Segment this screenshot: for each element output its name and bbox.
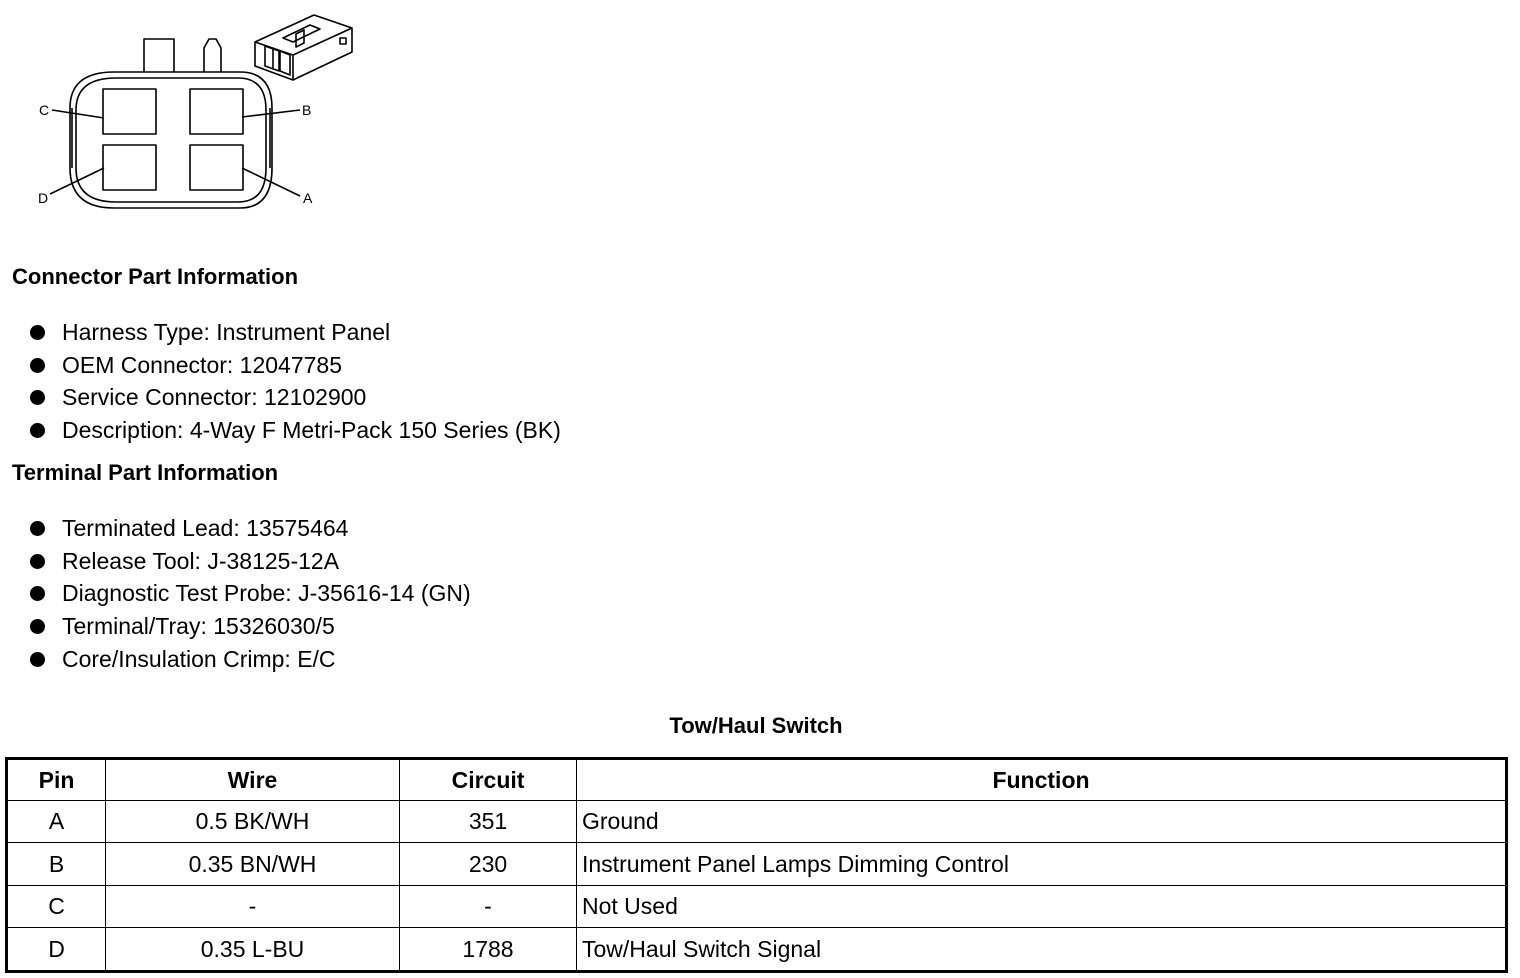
- bullet-icon: [30, 390, 45, 405]
- circuit-cell: 1788: [400, 928, 577, 972]
- bullet-icon: [30, 652, 45, 667]
- table-row: [7, 885, 1507, 927]
- connector-isometric-view: [255, 15, 352, 80]
- table-row: [7, 843, 1507, 885]
- pin-cell: A: [7, 801, 106, 843]
- table-header-row: [7, 759, 1507, 801]
- circuit-cell: 230: [400, 843, 577, 885]
- pin-table: [5, 757, 1508, 973]
- bullet-icon: [30, 619, 45, 634]
- bullet-icon: [30, 586, 45, 601]
- bullet-icon: [30, 423, 45, 438]
- pin-label-d: D: [38, 190, 49, 206]
- column-header-pin: Pin: [7, 759, 106, 801]
- pin-label-c: C: [39, 102, 50, 118]
- circuit-cell: 351: [400, 801, 577, 843]
- connector-info-heading: Connector Part Information: [12, 264, 299, 289]
- column-header-circuit: Circuit: [400, 759, 577, 801]
- wire-cell: 0.5 BK/WH: [106, 801, 400, 843]
- connector-info-item: Harness Type: Instrument Panel: [26, 316, 561, 349]
- pin-table-title: Tow/Haul Switch: [669, 713, 843, 738]
- connector-info-item: Service Connector: 12102900: [26, 381, 561, 414]
- table-row: [7, 801, 1507, 843]
- terminal-info-item: Release Tool: J-38125-12A: [26, 545, 471, 578]
- connector-info-item: OEM Connector: 12047785: [26, 349, 561, 382]
- terminal-info-item: Terminal/Tray: 15326030/5: [26, 610, 471, 643]
- pin-cell: C: [7, 885, 106, 927]
- pin-cell: B: [7, 843, 106, 885]
- pin-label-a: A: [303, 190, 313, 206]
- table-row: [7, 928, 1507, 972]
- terminal-info-item: Core/Insulation Crimp: E/C: [26, 643, 471, 676]
- wire-cell: 0.35 BN/WH: [106, 843, 400, 885]
- bullet-icon: [30, 521, 45, 536]
- terminal-info-heading: Terminal Part Information: [12, 460, 279, 485]
- pin-label-b: B: [302, 102, 312, 118]
- column-header-function: Function: [577, 759, 1507, 801]
- connector-diagram: [28, 8, 368, 216]
- wire-cell: 0.35 L-BU: [106, 928, 400, 972]
- connector-info-item: Description: 4-Way F Metri-Pack 150 Series (BK): [26, 414, 561, 447]
- wire-cell: -: [106, 885, 400, 927]
- connector-lock-tab: [144, 39, 174, 73]
- function-cell: Tow/Haul Switch Signal: [577, 928, 1507, 972]
- function-cell: Not Used: [577, 885, 1507, 927]
- terminal-info-item: Diagnostic Test Probe: J-35616-14 (GN): [26, 577, 471, 610]
- circuit-cell: -: [400, 885, 577, 927]
- bullet-icon: [30, 554, 45, 569]
- terminal-info-item: Terminated Lead: 13575464: [26, 512, 471, 545]
- pin-cell: D: [7, 928, 106, 972]
- column-header-wire: Wire: [106, 759, 400, 801]
- connector-body-outer: [70, 72, 272, 208]
- bullet-icon: [30, 325, 45, 340]
- terminal-info-list: [26, 512, 471, 676]
- function-cell: Ground: [577, 801, 1507, 843]
- bullet-icon: [30, 358, 45, 373]
- connector-info-list: [26, 316, 561, 447]
- function-cell: Instrument Panel Lamps Dimming Control: [577, 843, 1507, 885]
